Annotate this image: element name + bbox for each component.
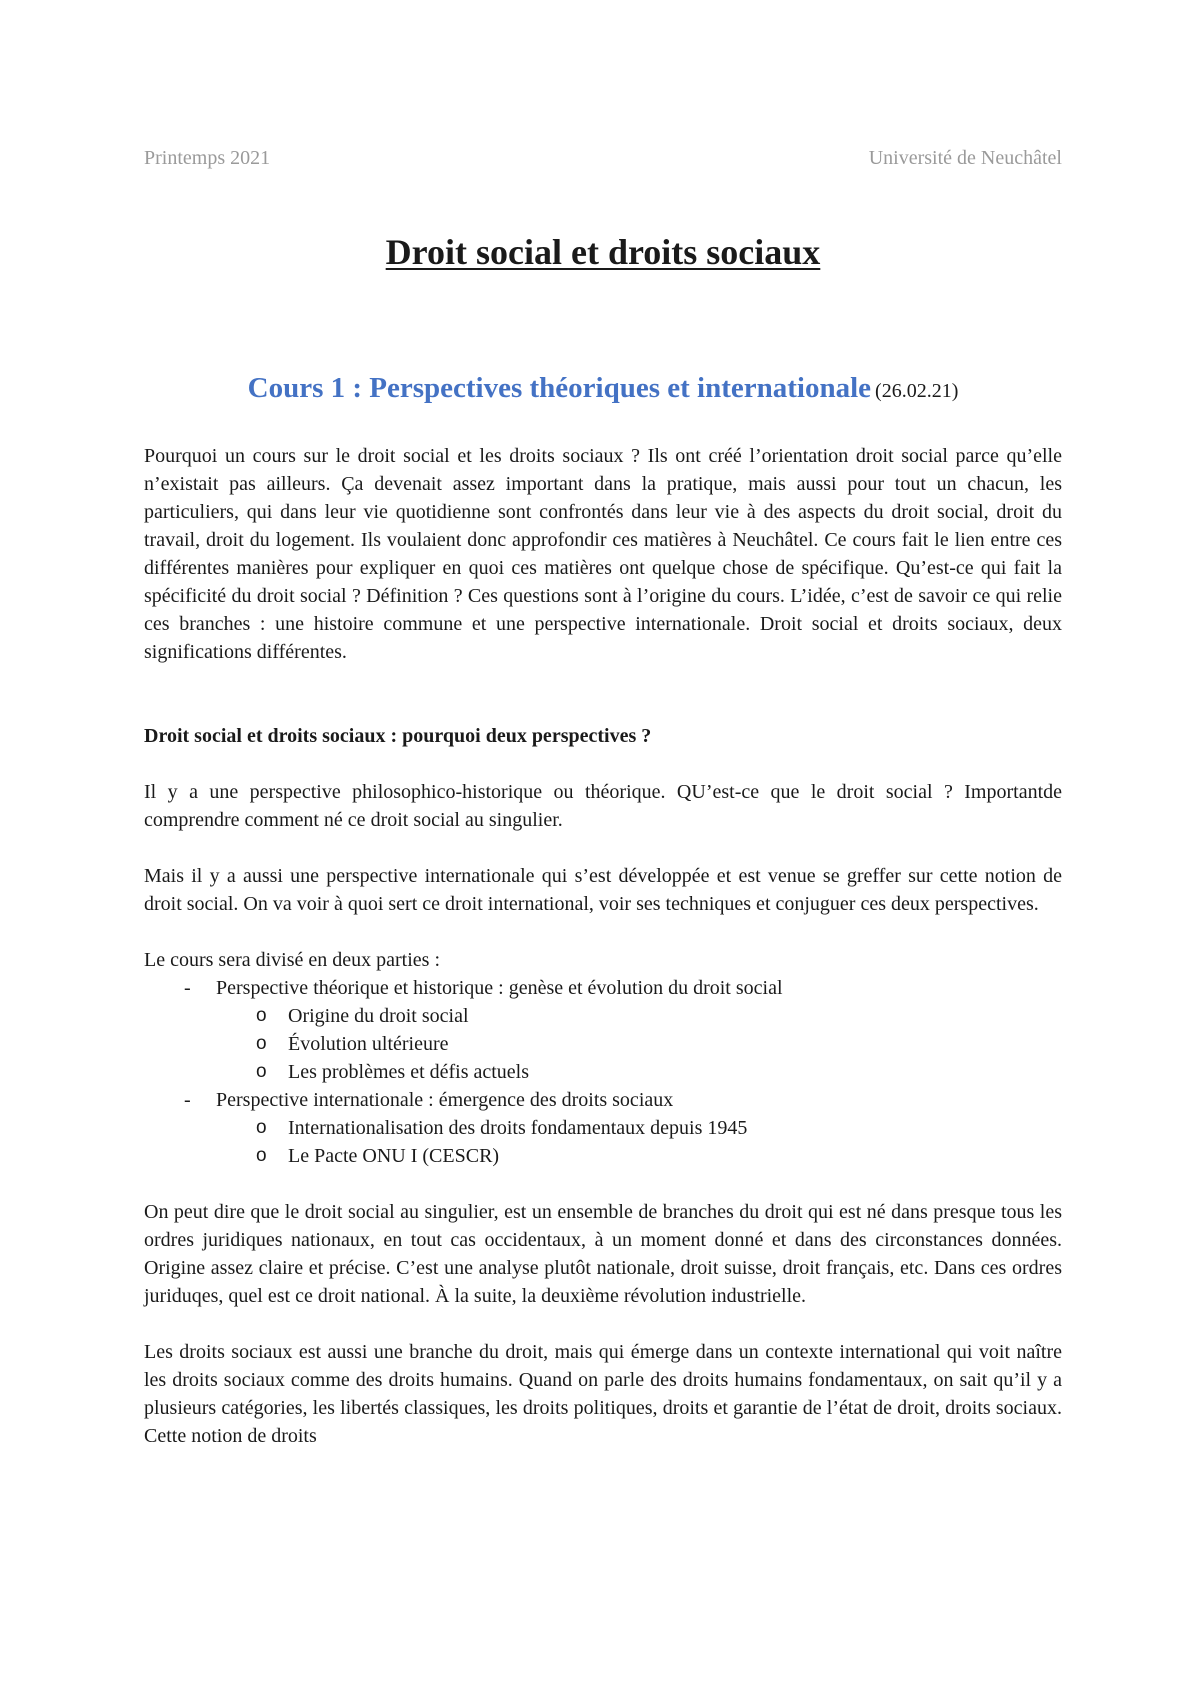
outline-sublist bbox=[216, 1114, 1062, 1170]
course-title: Cours 1 : Perspectives théoriques et internationale bbox=[247, 372, 872, 404]
header-semester: Printemps 2021 bbox=[144, 147, 271, 169]
paragraph-droits-sociaux: Les droits sociaux est aussi une branche du droit, mais qui émerge dans un contexte international qui voit naître les droits sociaux comme des droits humains. Quand on parle des droits humains fondamentaux, on sait qu’il y a plusieurs catégories, les libertés classiques, les droits politiques, droits et garantie de l’état de droit, droits sociaux. Cette notion de droits bbox=[144, 1341, 1062, 1447]
outline-subitem: o Le Pacte ONU I (CESCR) bbox=[216, 1142, 1062, 1170]
course-outline bbox=[144, 974, 1062, 1170]
document-title: Droit social et droits sociaux bbox=[385, 232, 821, 272]
outline-item-label: Perspective théorique et historique : genèse et évolution du droit social bbox=[216, 977, 783, 999]
outline-item bbox=[144, 1086, 1062, 1170]
course-heading bbox=[144, 370, 1062, 411]
section-subheading: Droit social et droits sociaux : pourquoi deux perspectives ? bbox=[144, 725, 652, 747]
document-body bbox=[144, 442, 1062, 1450]
paragraph-perspective-theorique: Il y a une perspective philosophico-historique ou théorique. QU’est-ce que le droit social ? Importantde comprendre comment né ce droit social au singulier. bbox=[144, 781, 1062, 831]
outline-subitem: o Origine du droit social bbox=[216, 1002, 1062, 1030]
outline-item-label: Perspective internationale : émergence des droits sociaux bbox=[216, 1089, 674, 1111]
outline-item bbox=[144, 974, 1062, 1086]
course-date: (26.02.21) bbox=[875, 380, 959, 402]
intro-paragraph: Pourquoi un cours sur le droit social et les droits sociaux ? Ils ont créé l’orientation droit social parce qu’elle n’existait pas ailleurs. Ça devenait assez important dans la pratique, mais aussi pour tout un chacun, les particuliers, qui dans leur vie quotidienne sont confrontés dans leur vie à des aspects du droit social, droit du travail, droit du logement. Ils voulaient donc approfondir ces matières à Neuchâtel. Ce cours fait le lien entre ces différentes manières pour expliquer en quoi ces matières ont quelque chose de spécifique. Qu’est-ce qui fait la spécificité du droit social ? Définition ? Ces questions sont à l’origine du cours. L’idée, c’est de savoir ce qui relie ces branches : une histoire commune et une perspective internationale. Droit social et droits sociaux, deux significations différentes. bbox=[144, 445, 1062, 663]
paragraph-droit-social: On peut dire que le droit social au singulier, est un ensemble de branches du droit qui est né dans presque tous les ordres juridiques nationaux, en tout cas occidentaux, à un moment donné et dans des circonstances données. Origine assez claire et précise. C’est une analyse plutôt nationale, droit suisse, droit français, etc. Dans ces ordres juriduqes, quel est ce droit national. À la suite, la deuxième révolution industrielle. bbox=[144, 1201, 1062, 1307]
outline-subitem: o Les problèmes et défis actuels bbox=[216, 1058, 1062, 1086]
outline-sublist bbox=[216, 1002, 1062, 1086]
outline-subitem: o Internationalisation des droits fondamentaux depuis 1945 bbox=[216, 1114, 1062, 1142]
outline-subitem: o Évolution ultérieure bbox=[216, 1030, 1062, 1058]
outline-intro: Le cours sera divisé en deux parties : bbox=[144, 949, 441, 971]
document-page bbox=[144, 0, 1062, 1698]
paragraph-perspective-internationale: Mais il y a aussi une perspective internationale qui s’est développée et est venue se greffer sur cette notion de droit social. On va voir à quoi sert ce droit international, voir ses techniques et conjuguer ces deux perspectives. bbox=[144, 865, 1062, 915]
header-university: Université de Neuchâtel bbox=[868, 147, 1062, 169]
page-header bbox=[144, 146, 1062, 170]
